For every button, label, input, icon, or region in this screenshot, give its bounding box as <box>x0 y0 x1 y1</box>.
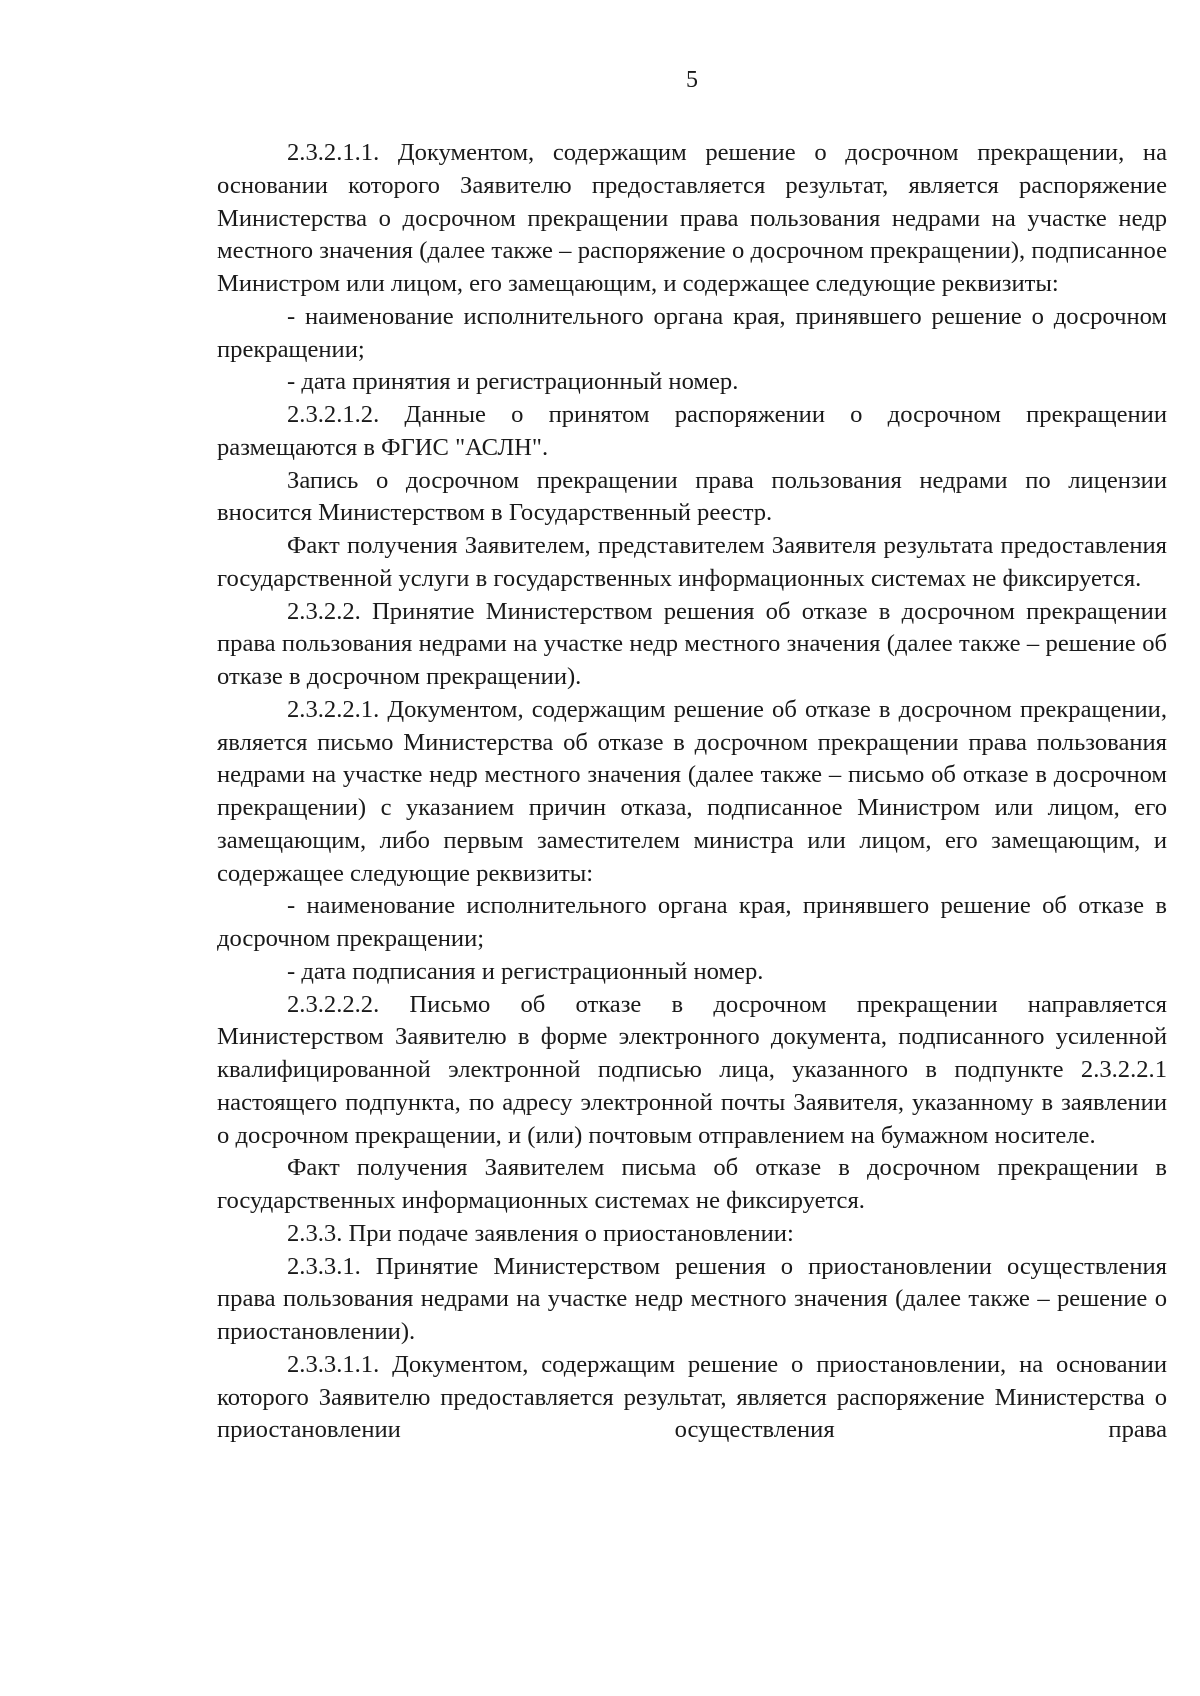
paragraph: 2.3.3.1. Принятие Министерством решения о приостановлении осуществления права пользования недрами на участке недр местного значения (далее также – решение о приостановлении). <box>217 1252 1167 1345</box>
paragraph: - наименование исполнительного органа края, принявшего решение о досрочном прекращении; <box>217 302 1167 363</box>
paragraph: - наименование исполнительного органа края, принявшего решение об отказе в досрочном прекращении; <box>217 892 1167 952</box>
paragraph: Факт получения Заявителем, представителем Заявителя результата предоставления государственной услуги в государственных информационных системах не фиксируется. <box>217 532 1167 592</box>
paragraph: 2.3.2.1.2. Данные о принятом распоряжении о досрочном прекращении размещаются в ФГИС "АСЛН". <box>217 401 1167 461</box>
paragraph: - дата принятия и регистрационный номер. <box>287 368 739 396</box>
page-number: 5 <box>686 67 698 93</box>
paragraph: 2.3.2.2.2. Письмо об отказе в досрочном прекращении направляется Министерством Заявителю в форме электронного документа, подписанного усиленной квалифицированной электронной подписью лица, указанного в подпункте 2.3.2.2.1 настоящего подпункта, по адресу электронной почты Заявителя, указанному в заявлении о досрочном прекращении, и (или) почтовым отправлением на бумажном носителе. <box>217 990 1167 1149</box>
paragraph: - дата подписания и регистрационный номер. <box>287 957 764 985</box>
paragraph: Запись о досрочном прекращении права пользования недрами по лицензии вносится Министерством в Государственный реестр. <box>217 466 1167 527</box>
paragraph: 2.3.2.1.1. Документом, содержащим решение о досрочном прекращении, на основании которого Заявителю предоставляется результат, является распоряжение Министерства о досрочном прекращении права пользования недрами на участке недр местного значения (далее также – распоряжение о досрочном прекращении), подписанное Министром или лицом, его замещающим, и содержащее следующие реквизиты: <box>217 139 1167 297</box>
paragraph: Факт получения Заявителем письма об отказе в досрочном прекращении в государственных информационных системах не фиксируется. <box>217 1154 1167 1214</box>
paragraph: 2.3.2.2. Принятие Министерством решения об отказе в досрочном прекращении права пользования недрами на участке недр местного значения (далее также – решение об отказе в досрочном прекращении). <box>217 597 1167 690</box>
paragraph: 2.3.2.2.1. Документом, содержащим решение об отказе в досрочном прекращении, является письмо Министерства об отказе в досрочном прекращении права пользования недрами на участке недр местного значения (далее также – письмо об отказе в досрочном прекращении) с указанием причин отказа, подписанное Министром или лицом, его замещающим, либо первым заместителем министра или лицом, его замещающим, и содержащее следующие реквизиты: <box>217 695 1167 887</box>
document-body <box>217 137 1167 1447</box>
paragraph: 2.3.3. При подаче заявления о приостановлении: <box>287 1219 794 1247</box>
paragraph: 2.3.3.1.1. Документом, содержащим решение о приостановлении, на основании которого Заявителю предоставляется результат, является распоряжение Министерства о приостановлении осуществления права <box>217 1350 1167 1444</box>
